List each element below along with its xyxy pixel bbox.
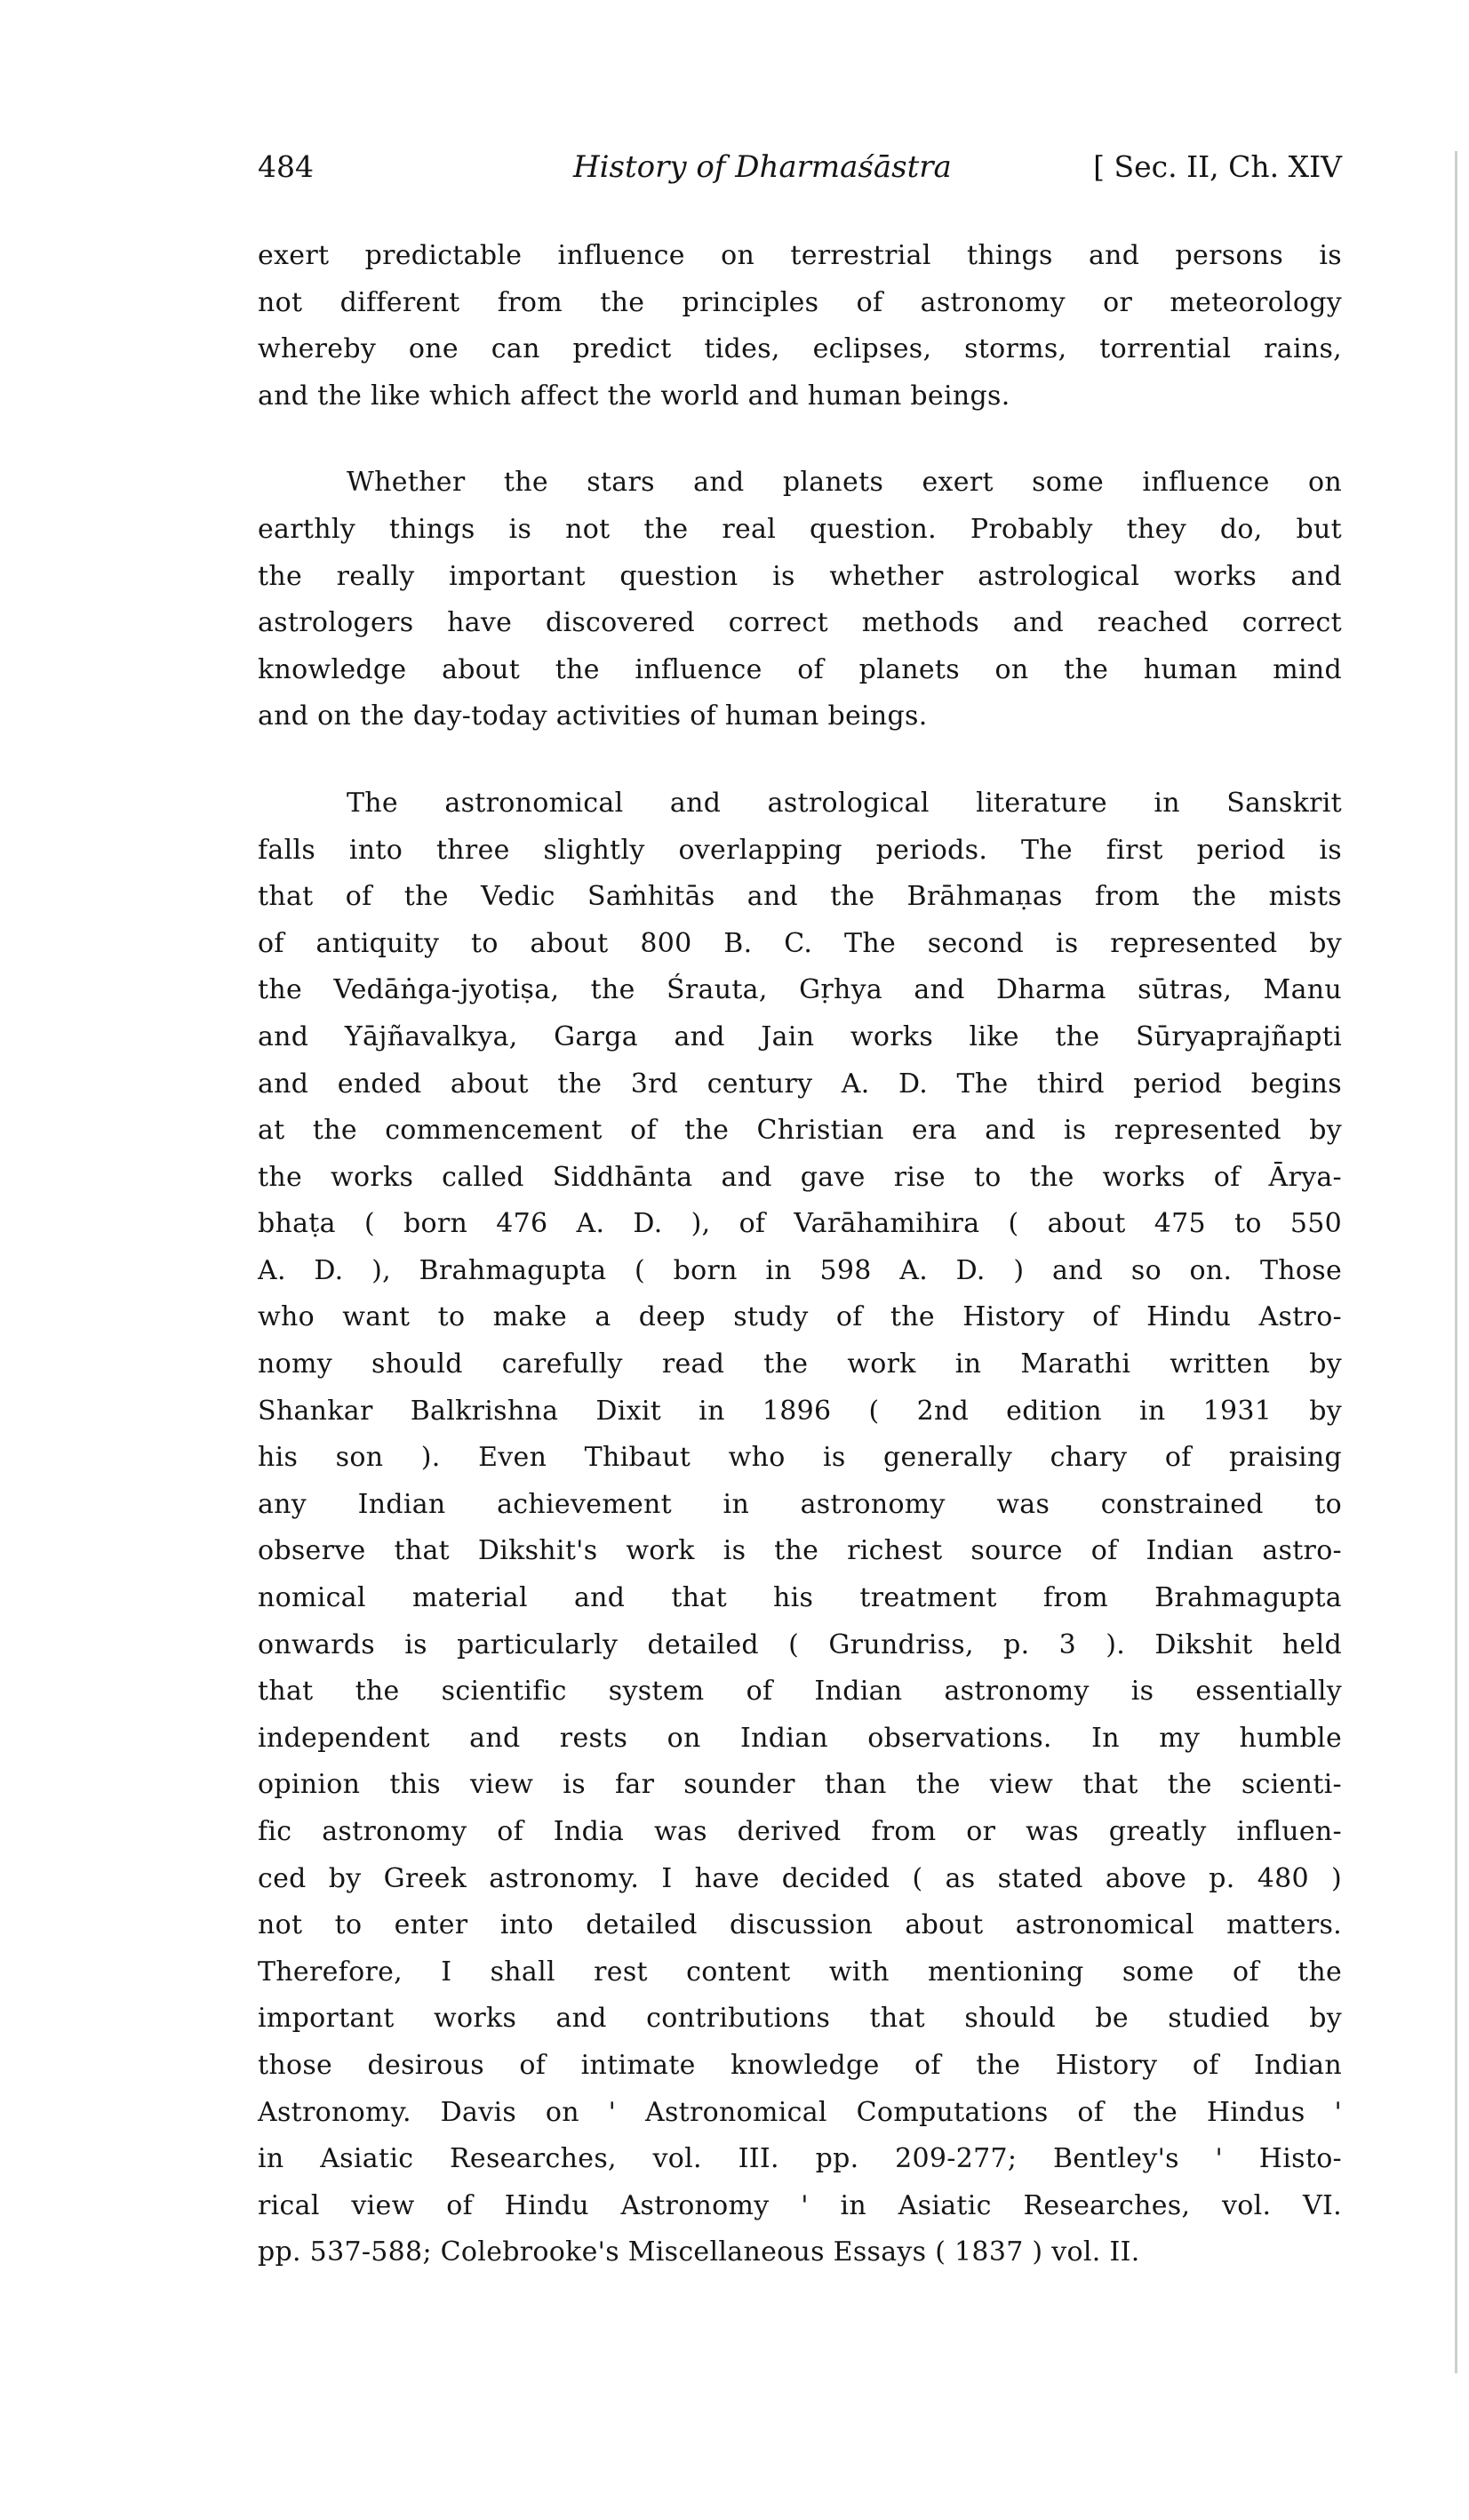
text-line: falls into three slightly overlapping periods. The first period is bbox=[258, 834, 1342, 866]
text-line: and the like which affect the world and human beings. bbox=[258, 380, 1010, 412]
text-line: fic astronomy of India was derived from or was greatly influen- bbox=[258, 1816, 1342, 1847]
text-line: Therefore, I shall rest content with mentioning some of the bbox=[258, 1956, 1342, 1988]
text-line: astrologers have discovered correct methods and reached correct bbox=[258, 607, 1342, 639]
text-line: earthly things is not the real question. Probably they do, but bbox=[258, 513, 1342, 545]
page-header bbox=[258, 142, 1342, 196]
text-line: and Yājñavalkya, Garga and Jain works like the Sūryaprajñapti bbox=[258, 1020, 1342, 1052]
text-line: and ended about the 3rd century A. D. The third period begins bbox=[258, 1068, 1342, 1100]
paragraph-gap bbox=[258, 420, 1342, 460]
text-line: the really important question is whether astrological works and bbox=[258, 560, 1342, 592]
text-line: A. D. ), Brahmagupta ( born in 598 A. D. ) and so on. Those bbox=[258, 1254, 1342, 1286]
text-line: knowledge about the influence of planets on the human mind bbox=[258, 653, 1342, 685]
text-line: The astronomical and astrological literature in Sanskrit bbox=[347, 787, 1342, 819]
text-line: exert predictable influence on terrestrial things and persons is bbox=[258, 240, 1342, 271]
paragraph bbox=[258, 460, 1342, 740]
text-line: that the scientific system of Indian astronomy is essentially bbox=[258, 1676, 1342, 1708]
text-line: bhaṭa ( born 476 A. D. ), of Varāhamihira ( about 475 to 550 bbox=[258, 1208, 1342, 1240]
text-line: rical view of Hindu Astronomy ' in Asiatic Researches, vol. VI. bbox=[258, 2189, 1342, 2221]
text-line: in Asiatic Researches, vol. III. pp. 209-277; Bentley's ' Histo- bbox=[258, 2143, 1342, 2175]
text-line: at the commencement of the Christian era and is represented by bbox=[258, 1115, 1342, 1147]
text-line: Shankar Balkrishna Dixit in 1896 ( 2nd edition in 1931 by bbox=[258, 1395, 1342, 1427]
text-line: observe that Dikshit's work is the richest source of Indian astro- bbox=[258, 1535, 1342, 1567]
text-line: Whether the stars and planets exert some influence on bbox=[347, 467, 1342, 499]
paragraph bbox=[258, 780, 1342, 2276]
scan-edge-line bbox=[1455, 151, 1457, 2373]
text-line: whereby one can predict tides, eclipses, storms, torrential rains, bbox=[258, 333, 1342, 365]
text-line: nomy should carefully read the work in Marathi written by bbox=[258, 1348, 1342, 1380]
text-line: the works called Siddhānta and gave rise to the works of Ārya- bbox=[258, 1161, 1342, 1193]
text-line: not different from the principles of astronomy or meteorology bbox=[258, 286, 1342, 318]
text-line: independent and rests on Indian observations. In my humble bbox=[258, 1722, 1342, 1754]
text-line: important works and contributions that should be studied by bbox=[258, 2003, 1342, 2035]
paragraph-gap bbox=[258, 740, 1342, 780]
text-line: nomical material and that his treatment from Brahmagupta bbox=[258, 1582, 1342, 1614]
text-line: onwards is particularly detailed ( Grundriss, p. 3 ). Dikshit held bbox=[258, 1628, 1342, 1660]
text-line: those desirous of intimate knowledge of the History of Indian bbox=[258, 2049, 1342, 2081]
text-line: pp. 537-588; Colebrooke's Miscellaneous Essays ( 1837 ) vol. II. bbox=[258, 2236, 1140, 2268]
text-line: who want to make a deep study of the History of Hindu Astro- bbox=[258, 1301, 1342, 1333]
paragraph bbox=[258, 233, 1342, 420]
text-line: of antiquity to about 800 B. C. The second is represented by bbox=[258, 927, 1342, 959]
text-line: that of the Vedic Saṁhitās and the Brāhmaṇas from the mists bbox=[258, 881, 1342, 913]
text-line: and on the day-today activities of human beings. bbox=[258, 700, 928, 732]
text-line: ced by Greek astronomy. I have decided ( as stated above p. 480 ) bbox=[258, 1862, 1342, 1894]
running-title: History of Dharmaśāstra bbox=[573, 149, 952, 185]
text-line: not to enter into detailed discussion about astronomical matters. bbox=[258, 1909, 1342, 1941]
body-text bbox=[258, 233, 1342, 2276]
text-line: Astronomy. Davis on ' Astronomical Computations of the Hindus ' bbox=[258, 2096, 1342, 2128]
section-reference: [ Sec. II, Ch. XIV bbox=[1093, 149, 1342, 184]
text-line: his son ). Even Thibaut who is generally chary of praising bbox=[258, 1442, 1342, 1474]
text-line: opinion this view is far sounder than the view that the scienti- bbox=[258, 1769, 1342, 1801]
text-line: the Vedāṅga-jyotiṣa, the Śrauta, Gṛhya and Dharma sūtras, Manu bbox=[258, 974, 1342, 1006]
text-line: any Indian achievement in astronomy was constrained to bbox=[258, 1488, 1342, 1520]
page-number: 484 bbox=[258, 149, 314, 184]
